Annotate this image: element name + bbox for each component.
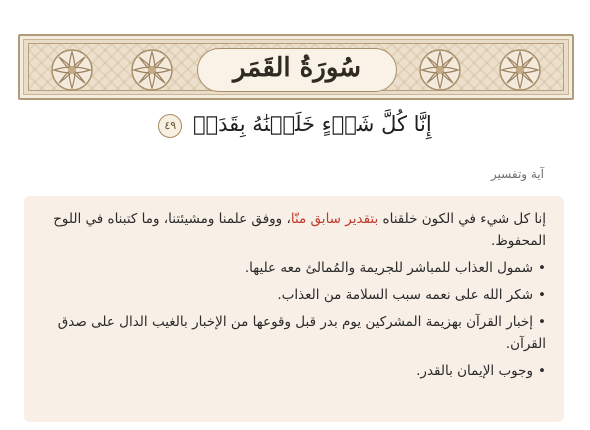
bullet-icon: • <box>538 363 546 379</box>
surah-header-banner <box>18 34 574 100</box>
surah-name-cartouche <box>197 48 397 92</box>
list-item <box>38 284 546 306</box>
list-item-text: شكر الله على نعمه سبب السلامة من العذاب. <box>277 287 534 303</box>
rosette-ornament-icon <box>417 47 463 93</box>
tafsir-highlight: بتقدير سابق منّا <box>290 211 379 227</box>
list-item-text: وجوب الإيمان بالقدر. <box>416 363 534 379</box>
rosette-ornament-icon <box>49 47 95 93</box>
verse-words: إِنَّا كُلَّ شَيۡءٍ خَلَقۡنَٰهُ بِقَدَرٖ <box>192 112 432 136</box>
bullet-icon: • <box>538 260 546 276</box>
tafsir-bullet-list <box>38 257 546 382</box>
bullet-icon: • <box>538 314 546 330</box>
tafsir-intro-end: ، ووفق علمنا ومشيئتنا، وما كتبناه في اللوح المحفوظ. <box>53 211 546 249</box>
tafsir-intro-start: إنا كل شيء في الكون خلقناه <box>378 211 546 227</box>
rosette-ornament-icon <box>497 47 543 93</box>
list-item <box>38 257 546 279</box>
banner-ornament-frame <box>28 43 564 91</box>
list-item <box>38 360 546 382</box>
ayah-number-marker: ٤٩ <box>158 114 182 138</box>
verse-text[interactable] <box>0 112 590 138</box>
bullet-icon: • <box>538 287 546 303</box>
list-item <box>38 311 546 355</box>
section-label: آية وتفسير <box>490 167 544 181</box>
rosette-ornament-icon <box>129 47 175 93</box>
list-item-text: إخبار القرآن بهزيمة المشركين يوم بدر قبل وقوعها من الإخبار بالغيب الدال على صدق القرآن. <box>57 314 546 352</box>
surah-name: سُورَةُ القَمَر <box>232 53 362 83</box>
tafsir-intro <box>38 208 546 252</box>
list-item-text: شمول العذاب للمباشر للجريمة والمُمالئ معه عليها. <box>244 260 534 276</box>
tafsir-card <box>24 196 564 422</box>
